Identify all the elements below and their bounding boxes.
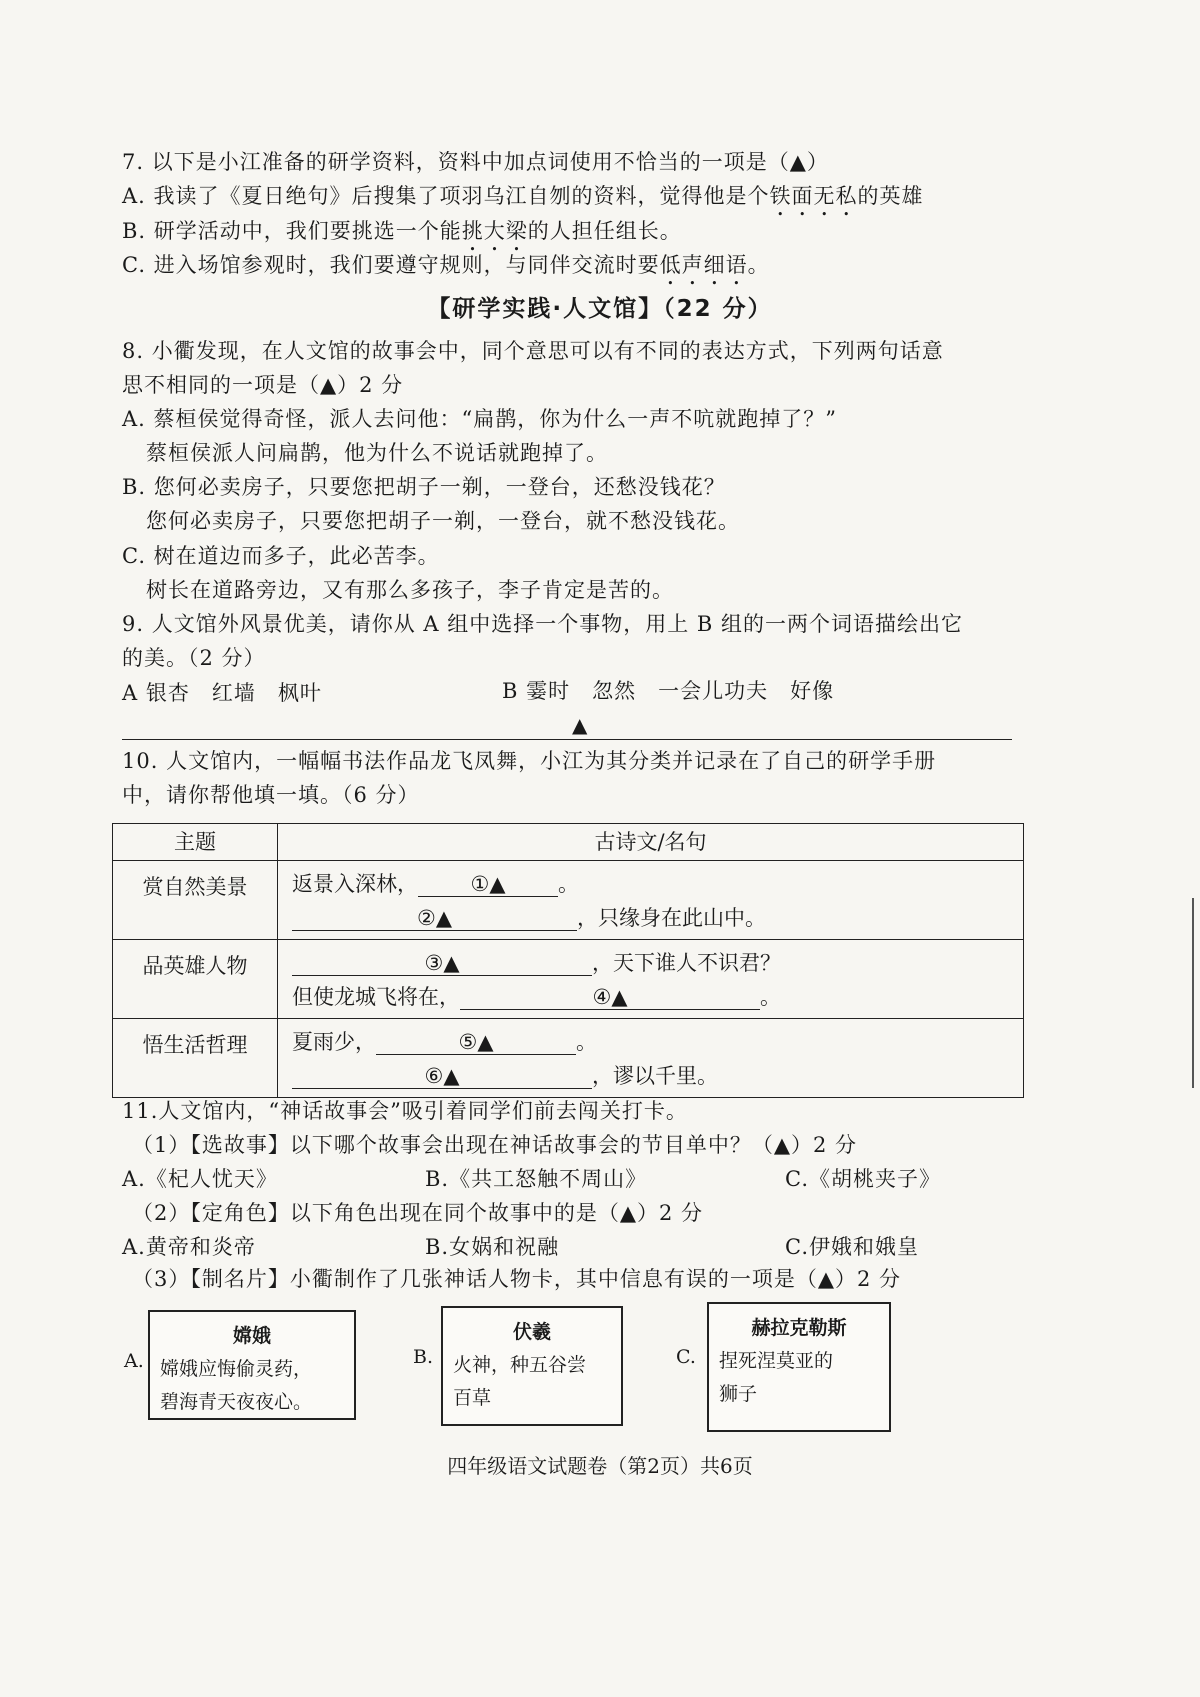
q7-option-b: B. 研学活动中，我们要挑选一个能挑大梁的人担任组长。 [122,219,682,243]
blank-3[interactable]: ③▲ [292,949,592,976]
q9-group-a: A 银杏 红墙 枫叶 [122,681,322,705]
card-line: 狮子 [719,1383,758,1405]
q11-part1-option-a: A.《杞人忧天》 [122,1167,278,1191]
card-chang-e [148,1310,356,1420]
q11-part1-option-b: B.《共工怒触不周山》 [425,1167,648,1191]
table-header-row [113,824,1024,861]
q11-part2-option-a: A.黄帝和炎帝 [122,1235,256,1259]
card-title: 赫拉克勒斯 [751,1317,847,1339]
card-title: 伏羲 [512,1321,551,1343]
card-line: 嫦娥应悔偷灵药， [160,1358,313,1380]
card-a-label: A. [124,1350,144,1372]
blank-1[interactable]: ①▲ [418,870,558,897]
q8-option-a-1: A. 蔡桓侯觉得奇怪，派人去问他：“扁鹊，你为什么一声不吭就跑掉了？” [122,407,837,431]
q8-option-b-2: 您何必卖房子，只要您把胡子一剃，一登台，就不愁没钱花。 [146,509,740,533]
blank-2[interactable]: ②▲ [292,904,577,931]
card-b-label: B. [413,1346,434,1368]
section-title: 【研学实践·人文馆】（22 分） [427,296,773,322]
header-theme: 主题 [113,824,278,861]
q8-stem-line1: 8. 小衢发现，在人文馆的故事会中，同个意思可以有不同的表达方式，下列两句话意 [122,339,944,363]
theme-cell: 品英雄人物 [113,940,278,1019]
lines-cell: ③▲ ，天下谁人不识君？ 但使龙城飞将在， ④▲ 。 [278,940,1024,1019]
q9-stem-line2: 的美。（2 分） [122,646,266,670]
q9-answer-line[interactable] [122,739,1012,740]
table-row [113,861,1024,940]
q11-part2-option-b: B.女娲和祝融 [425,1235,560,1259]
q9-answer-mark: ▲ [572,713,588,737]
poem-table [112,823,1024,1098]
q8-option-b-1: B. 您何必卖房子，只要您把胡子一剃，一登台，还愁没钱花？ [122,475,726,499]
card-c-label: C. [676,1346,696,1368]
q8-option-c-2: 树长在道路旁边，又有那么多孩子，李子肯定是苦的。 [146,578,674,602]
q7-option-c: C. 进入场馆参观时，我们要遵守规则，与同伴交流时要低声细语。 [122,253,770,277]
q11-part1: （1）【选故事】以下哪个故事会出现在神话故事会的节目单中？（▲）2 分 [132,1133,858,1157]
blank-4[interactable]: ④▲ [460,983,760,1010]
q7-option-a: A. 我读了《夏日绝句》后搜集了项羽乌江自刎的资料，觉得他是个铁面无私的英雄 [122,184,924,208]
q10-stem-line1: 10. 人文馆内，一幅幅书法作品龙飞凤舞，小江为其分类并记录在了自己的研学手册 [122,749,937,773]
card-line: 捏死涅莫亚的 [719,1350,834,1372]
card-heracles [707,1302,891,1432]
table-row [113,1019,1024,1098]
q8-stem-line2: 思不相同的一项是（▲）2 分 [122,373,404,397]
card-line: 火神，种五谷尝 [453,1354,587,1376]
card-line: 碧海青天夜夜心。 [160,1391,313,1413]
q10-stem-line2: 中，请你帮他填一填。（6 分） [122,783,420,807]
q9-stem-line1: 9. 人文馆外风景优美，请你从 A 组中选择一个事物，用上 B 组的一两个词语描绘出它 [122,612,964,636]
theme-cell: 赏自然美景 [113,861,278,940]
q11-stem: 11.人文馆内，“神话故事会”吸引着同学们前去闯关打卡。 [122,1099,688,1123]
q11-part3: （3）【制名片】小衢制作了几张神话人物卡，其中信息有误的一项是（▲）2 分 [132,1267,902,1291]
lines-cell: 夏雨少， ⑤▲ 。 ⑥▲ ，谬以千里。 [278,1019,1024,1098]
q8-option-a-2: 蔡桓侯派人问扁鹊，他为什么不说话就跑掉了。 [146,441,608,465]
q9-group-b: B 霎时 忽然 一会儿功夫 好像 [502,679,835,703]
q8-option-c-1: C. 树在道边而多子，此必苦李。 [122,544,440,568]
table-row [113,940,1024,1019]
blank-5[interactable]: ⑤▲ [376,1028,576,1055]
page-footer: 四年级语文试题卷（第2页）共6页 [447,1454,753,1478]
scan-edge-mark [1192,898,1200,1088]
blank-6[interactable]: ⑥▲ [292,1062,592,1089]
q7-stem: 7. 以下是小江准备的研学资料，资料中加点词使用不恰当的一项是（▲） [122,150,829,174]
theme-cell: 悟生活哲理 [113,1019,278,1098]
q11-part2: （2）【定角色】以下角色出现在同个故事中的是（▲）2 分 [132,1201,704,1225]
card-line: 百草 [453,1387,492,1409]
card-fuxi [441,1306,623,1426]
lines-cell: 返景入深林， ①▲ 。 ②▲ ，只缘身在此山中。 [278,861,1024,940]
q11-part1-option-c: C.《胡桃夹子》 [785,1167,941,1191]
card-title: 嫦娥 [232,1325,271,1347]
header-lines: 古诗文/名句 [278,824,1024,861]
q11-part2-option-c: C.伊娥和娥皇 [785,1235,919,1259]
